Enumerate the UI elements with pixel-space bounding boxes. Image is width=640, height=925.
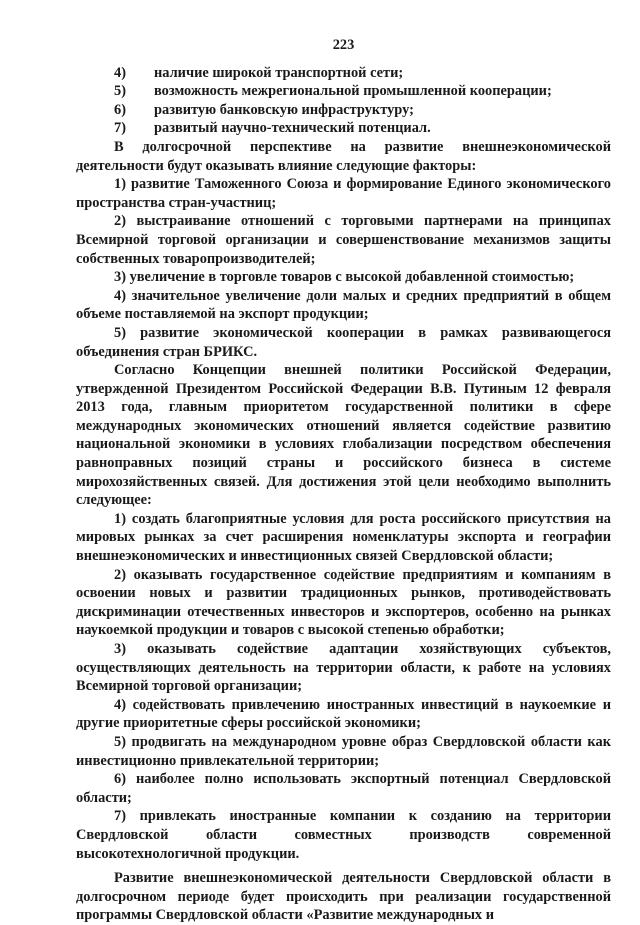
list-item-number: 7)	[114, 120, 126, 137]
list-item-number: 4)	[114, 64, 126, 81]
paragraph-program: Развитие внешнеэкономической деятельности Свердловской области в долгосрочном периоде будет происходить при реализации государственной программы Свердловской области «Развитие международных и	[76, 870, 611, 924]
list-item-text: возможность межрегиональной промышленной кооперации;	[154, 83, 552, 100]
paragraph-factor-1: 1) развитие Таможенного Союза и формирование Единого экономического пространства стран-участниц;	[76, 176, 611, 211]
list-item	[76, 64, 611, 83]
page-number: 223	[332, 37, 355, 53]
list-item-number: 6)	[114, 101, 126, 118]
document-page	[76, 36, 611, 925]
paragraph-task-2: 2) оказывать государственное содействие предприятиям и компаниям в освоении новых и развитии традиционных рынков, противодействовать дискриминации отечественных инвесторов и экспортеров, особенно на рынках наукоемкой продукции и товаров с высокой степенью обработки;	[76, 566, 611, 639]
paragraph-task-5: 5) продвигать на международном уровне образ Свердловской области как инвестиционно привлекательной территории;	[76, 733, 611, 769]
paragraph-factor-2: 2) выстраивание отношений с торговыми партнерами на принципах Всемирной торговой организации и совершенствование механизмов защиты собственных товаропроизводителей;	[76, 213, 611, 267]
list-item	[76, 119, 611, 138]
list-item-number: 5)	[114, 83, 126, 100]
paragraph-task-4: 4) содействовать привлечению иностранных инвестиций в наукоемкие и другие приоритетные сферы российской экономики;	[76, 696, 611, 732]
list-item	[76, 101, 611, 120]
paragraph-concept: Согласно Концепции внешней политики Российской Федерации, утвержденной Президентом Российской Федерации В.В. Путиным 12 февраля 2013 года, главным приоритетом государственной политики в сфере международных экономических отношений является содействие развитию национальной экономики в условиях глобализации посредством обеспечения равноправных позиций страны и российского бизнеса в системе мирохозяйственных связей. Для достижения этой цели необходимо выполнить следующее:	[76, 362, 611, 509]
paragraph-factor-4: 4) значительное увеличение доли малых и средних предприятий в общем объеме поставляемой на экспорт продукции;	[76, 287, 611, 323]
paragraph-task-7: 7) привлекать иностранные компании к созданию на территории Свердловской области совместных производств современной высокотехнологичной продукции.	[76, 808, 611, 862]
paragraph-task-6: 6) наиболее полно использовать экспортный потенциал Свердловской области;	[76, 771, 611, 806]
paragraph-task-1: 1) создать благоприятные условия для роста российского присутствия на мировых рынках за счет расширения номенклатуры экспорта и географии внешнеэкономических и инвестиционных связей Свердловской области;	[76, 510, 611, 565]
paragraph-task-3: 3) оказывать содействие адаптации хозяйствующих субъектов, осуществляющих деятельность на территории области, к работе на условиях Всемирной торговой организации;	[76, 641, 611, 695]
list-item	[76, 82, 611, 101]
paragraph-intro-factors: В долгосрочной перспективе на развитие внешнеэкономической деятельности будут оказывать влияние следующие факторы:	[76, 138, 611, 174]
list-item-text: развитую банковскую инфраструктуру;	[154, 101, 414, 118]
paragraph-factor-5: 5) развитие экономической кооперации в рамках развивающегося объединения стран БРИКС.	[76, 324, 611, 360]
list-item-text: наличие широкой транспортной сети;	[154, 64, 404, 81]
list-item-text: развитый научно-технический потенциал.	[154, 120, 431, 137]
paragraph-factor-3: 3) увеличение в торговле товаров с высокой добавленной стоимостью;	[114, 269, 575, 286]
